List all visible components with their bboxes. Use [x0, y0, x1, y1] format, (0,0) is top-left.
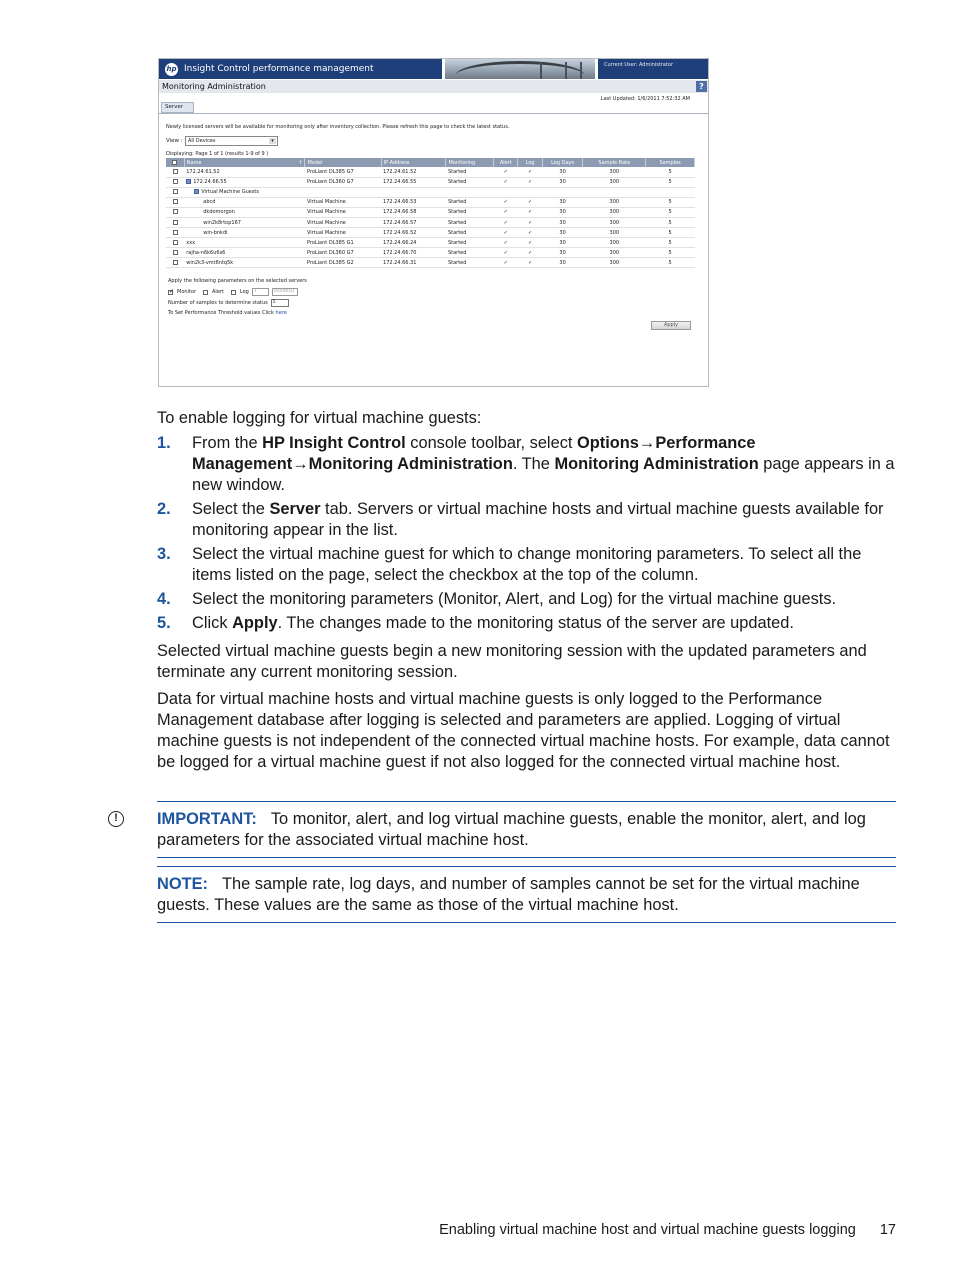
table-row: xxx ProLiant DL385 G1 172.24.66.24 Started ✓ ✓ 30 300 5	[166, 238, 695, 248]
row-checkbox[interactable]	[173, 240, 178, 245]
important-text: To monitor, alert, and log virtual machine guests, enable the monitor, alert, and log parameters for the associated virtual machine host.	[157, 810, 866, 849]
step-1: 1. From the HP Insight Control console toolbar, select Options→Performance Management→Monitoring Administration. The Monitoring Administration page appears in a new window.	[157, 434, 895, 494]
samples-label: Number of samples to determine status	[168, 300, 268, 306]
table-row: win2k8rtop167 Virtual Machine 172.24.66.57 Started ✓ ✓ 30 300 5	[166, 217, 695, 227]
col-ip-address[interactable]: IP Address	[381, 158, 446, 167]
table-row: dkdomorgon Virtual Machine 172.24.66.58 Started ✓ ✓ 30 300 5	[166, 207, 695, 217]
row-checkbox[interactable]	[173, 260, 178, 265]
view-select-value: All Devices	[188, 138, 216, 144]
col-log[interactable]: Log	[518, 158, 542, 167]
row-checkbox[interactable]	[173, 230, 178, 235]
help-icon[interactable]: ?	[696, 81, 707, 92]
note-callout	[157, 866, 896, 923]
table-row: win2k3-vmt6ntq5k ProLiant DL385 G2 172.24.66.31 Started ✓ ✓ 30 300 5	[166, 258, 695, 268]
row-checkbox[interactable]	[173, 179, 178, 184]
tree-collapse-icon[interactable]	[194, 189, 199, 194]
row-checkbox[interactable]	[173, 250, 178, 255]
tab-server[interactable]: Server	[161, 102, 194, 113]
app-title: Insight Control performance management	[184, 64, 374, 74]
step-number: 5.	[157, 614, 171, 632]
step-number: 3.	[157, 545, 171, 563]
step-number: 2.	[157, 500, 171, 518]
view-select[interactable]	[185, 136, 278, 146]
current-user: Current User: Administrator	[598, 59, 709, 79]
app-banner	[159, 59, 442, 79]
view-label: View :	[166, 138, 183, 144]
alert-checkbox[interactable]	[203, 290, 208, 295]
apply-button[interactable]: Apply	[651, 321, 691, 330]
monitoring-options	[168, 288, 298, 296]
procedure-steps	[157, 433, 897, 637]
table-row-group: Virtual Machine Guests	[166, 187, 695, 197]
servers-table	[166, 158, 695, 268]
step-number: 4.	[157, 590, 171, 608]
footer-title: Enabling virtual machine host and virtual machine guests logging	[439, 1222, 856, 1238]
sort-arrow-icon: ↑	[298, 159, 303, 166]
col-model[interactable]: Model	[305, 158, 381, 167]
page-footer	[439, 1222, 896, 1238]
col-alert[interactable]: Alert	[494, 158, 518, 167]
samples-row	[168, 299, 289, 307]
table-row: abcd Virtual Machine 172.24.66.53 Started ✓ ✓ 30 300 5	[166, 197, 695, 207]
step-4: 4. Select the monitoring parameters (Monitor, Alert, and Log) for the virtual machine guests.	[157, 590, 837, 608]
row-checkbox[interactable]	[173, 209, 178, 214]
log-days-input[interactable]: 7	[252, 288, 269, 296]
intro-text: To enable logging for virtual machine guests:	[157, 409, 482, 427]
last-updated: Last Updated: 1/6/2011 7:52:32 AM	[600, 96, 690, 102]
note-text: The sample rate, log days, and number of samples cannot be set for the virtual machine guests. These values are the same as those of the virtual machine host.	[157, 875, 860, 914]
paragraph-logging: Data for virtual machine hosts and virtual machine guests is only logged to the Performance Management database after logging is selected and parameters are applied. Logging of virtual machine guests is not independent of the connected virtual machine hosts. For example, data cannot be logged for a virtual machine guest if not also logged for the connected virtual machine host.	[157, 690, 890, 771]
alert-label: Alert	[212, 289, 224, 295]
page-title: Monitoring Administration	[162, 82, 266, 91]
step-2: 2. Select the Server tab. Servers or virtual machine hosts and virtual machine guests available for monitoring appear in the list.	[157, 500, 884, 539]
page-title-bar	[159, 80, 709, 93]
table-row: rajha-n6k6u6s6 ProLiant DL360 G7 172.24.66.70 Started ✓ ✓ 30 300 5	[166, 248, 695, 258]
table-row: 172.24.66.55 ProLiant DL360 G7 172.24.66.55 Started ✓ ✓ 30 300 5	[166, 177, 695, 187]
important-icon: !	[108, 811, 124, 827]
chevron-down-icon: ▾	[269, 138, 276, 144]
col-monitoring[interactable]: Monitoring	[446, 158, 494, 167]
log-label: Log	[239, 289, 249, 295]
threshold-link[interactable]: here	[275, 310, 287, 316]
row-checkbox[interactable]	[173, 220, 178, 225]
banner-photo	[445, 59, 595, 79]
col-sample-rate[interactable]: Sample Rate	[583, 158, 646, 167]
note-label: NOTE:	[157, 875, 208, 893]
page-number: 17	[879, 1222, 896, 1238]
table-row: win-bnkdi Virtual Machine 172.24.66.52 Started ✓ ✓ 30 300 5	[166, 228, 695, 238]
col-log-days[interactable]: Log Days	[542, 158, 583, 167]
step-5: 5. Click Apply. The changes made to the monitoring status of the server are updated.	[157, 614, 794, 632]
samples-select[interactable]: 5	[271, 299, 289, 307]
row-checkbox[interactable]	[173, 189, 178, 194]
important-callout	[157, 801, 896, 858]
log-checkbox[interactable]	[231, 290, 236, 295]
log-unit-select[interactable]: month(s)	[272, 288, 298, 296]
results-count: Displaying: Page 1 of 1 (results 1-9 of 9 )	[166, 151, 269, 157]
table-header-row	[166, 158, 695, 167]
tree-collapse-icon[interactable]	[186, 179, 191, 184]
select-all-checkbox[interactable]	[172, 160, 177, 165]
apply-parameters-heading: Apply the following parameters on the selected servers	[168, 278, 307, 284]
col-samples[interactable]: Samples	[646, 158, 695, 167]
row-checkbox[interactable]	[173, 169, 178, 174]
table-row: 172.24.61.52 ProLiant DL385 G7 172.24.61.52 Started ✓ ✓ 30 300 5	[166, 167, 695, 177]
step-3: 3. Select the virtual machine guest for which to change monitoring parameters. To select all the items listed on the page, select the checkbox at the top of the column.	[157, 545, 862, 584]
inventory-notice: Newly licensed servers will be available for monitoring only after inventory collection. Please refresh this page to check the latest status.	[166, 124, 510, 130]
row-checkbox[interactable]	[173, 199, 178, 204]
hp-logo-icon: hp	[165, 63, 178, 76]
important-label: IMPORTANT:	[157, 810, 257, 828]
monitor-checkbox[interactable]	[168, 290, 173, 295]
col-name[interactable]: Name ↑	[184, 158, 305, 167]
monitoring-admin-screenshot	[158, 58, 709, 387]
monitor-label: Monitor	[177, 289, 197, 295]
threshold-note: To Set Performance Threshold values Click here	[168, 310, 287, 316]
step-number: 1.	[157, 434, 171, 452]
paragraph-session: Selected virtual machine guests begin a new monitoring session with the updated parameters and terminate any current monitoring session.	[157, 642, 867, 681]
